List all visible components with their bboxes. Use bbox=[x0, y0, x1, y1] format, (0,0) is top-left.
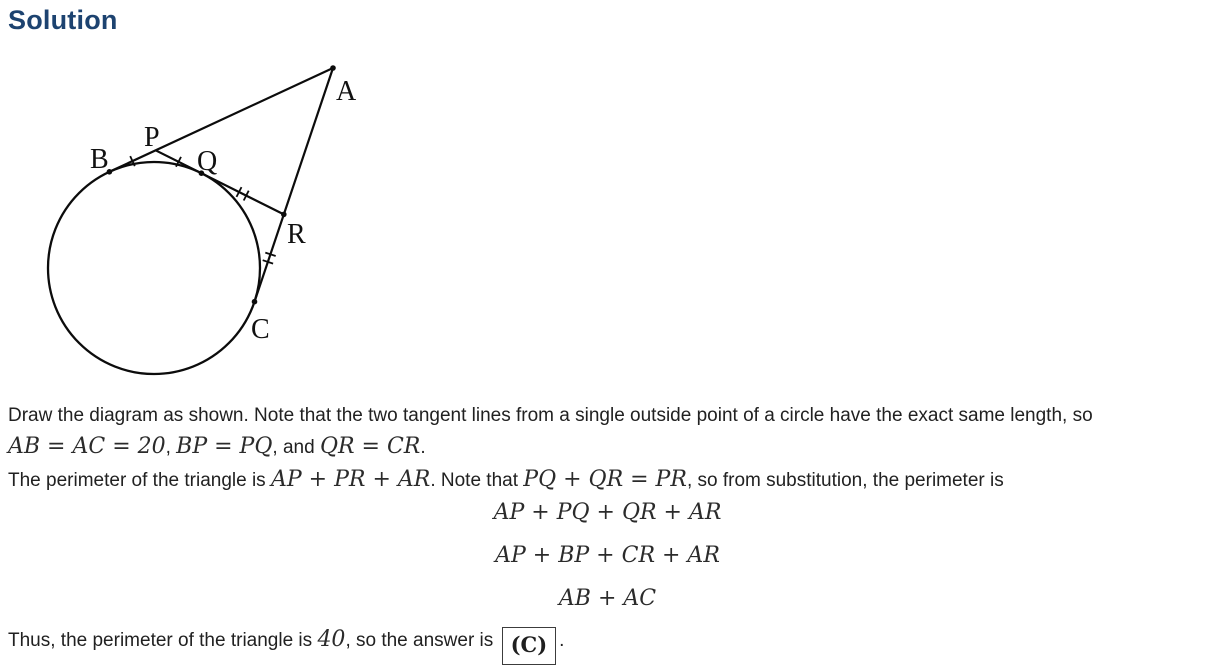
double-tick-marks bbox=[237, 187, 276, 264]
paragraph-tangent-lengths bbox=[8, 403, 1093, 462]
page-title: Solution bbox=[8, 5, 118, 35]
point-label-r: R bbox=[287, 219, 306, 250]
math-ap-pr-ar: AP + PR + AR bbox=[270, 467, 431, 492]
circle-shape bbox=[48, 162, 260, 374]
math-ab-ac: AB = AC = 20 bbox=[8, 434, 166, 459]
paragraph-text: The perimeter of the triangle is bbox=[8, 470, 271, 491]
separator-text: , bbox=[165, 437, 177, 458]
point-label-a: A bbox=[336, 76, 357, 107]
geometry-diagram bbox=[0, 55, 380, 385]
paragraph-text: , so the answer is bbox=[345, 630, 499, 651]
equation-substitution-2: AP + BP + CR + AR bbox=[495, 543, 720, 568]
answer-choice-box: (C) bbox=[502, 627, 557, 665]
paragraph-text: . Note that bbox=[430, 470, 524, 491]
math-pq-qr-pr: PQ + QR = PR bbox=[523, 467, 687, 492]
equation-result: AB + AC bbox=[558, 586, 657, 611]
point-dot-r bbox=[281, 212, 287, 218]
paragraph-text: Draw the diagram as shown. Note that the two tangent lines from a single outside point of a circle have the exact same length, so bbox=[8, 405, 1093, 426]
point-dot-a bbox=[330, 65, 336, 71]
point-label-b: B bbox=[90, 144, 109, 175]
point-dot-c bbox=[252, 299, 258, 305]
period-text: . bbox=[420, 437, 426, 458]
paragraph-text: Thus, the perimeter of the triangle is bbox=[8, 630, 318, 651]
paragraph-text: , so from substitution, the perimeter is bbox=[686, 470, 1004, 491]
point-label-q: Q bbox=[197, 146, 218, 177]
paragraph-conclusion bbox=[8, 625, 564, 665]
period-text: . bbox=[559, 630, 565, 651]
tangent-line-ac bbox=[255, 68, 334, 302]
tangent-line-ab bbox=[109, 68, 333, 172]
paragraph-math-line bbox=[8, 433, 1093, 462]
point-label-p: P bbox=[144, 122, 160, 153]
tangent-line-pr bbox=[156, 150, 284, 214]
math-bp-pq: BP = PQ bbox=[176, 434, 273, 459]
math-qr-cr: QR = CR bbox=[319, 434, 421, 459]
math-perimeter-value: 40 bbox=[317, 627, 346, 652]
paragraph-perimeter bbox=[8, 465, 1004, 496]
equation-substitution-1: AP + PQ + QR + AR bbox=[493, 500, 722, 525]
point-label-c: C bbox=[251, 314, 270, 345]
separator-text: , and bbox=[272, 437, 320, 458]
